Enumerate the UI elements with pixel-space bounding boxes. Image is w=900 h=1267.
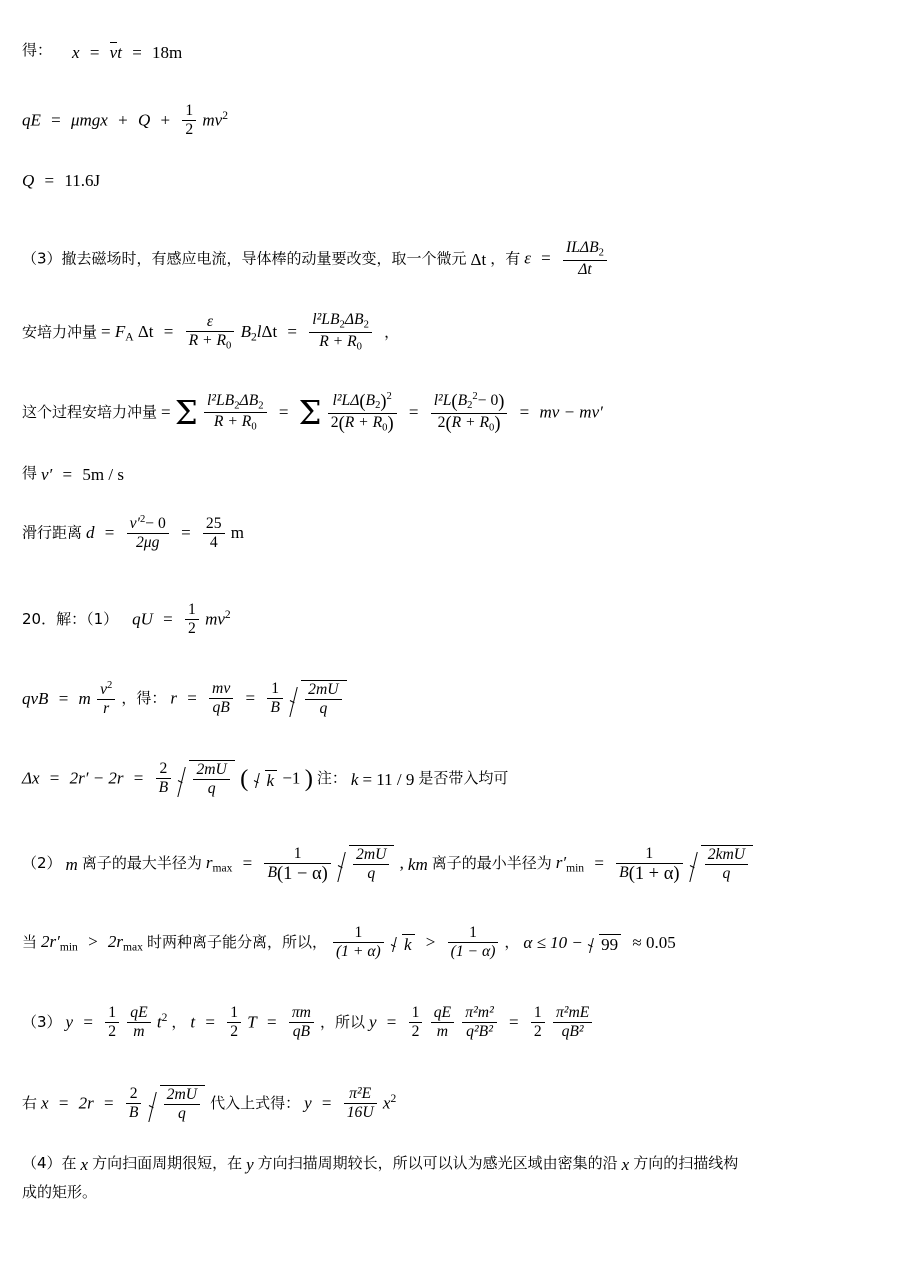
equation-line-3 (0, 172, 122, 189)
equation-line-12: （2） m 离子的最大半径为 $r_{max}$ = $\frac{1}{B(1 - \alpha)}$ $\frac{2mU}{q}$ , km 离子的最小半径为 $r'_{min}$ = $\frac{1}{B(1 + \alpha)}$ $\frac{\text{2kmU}}{q}$ (0, 845, 776, 884)
line3-equation: Q = 11.6J (22, 171, 101, 190)
line1-equation: x = vt = 18m (72, 43, 183, 62)
paragraph-line-4 (0, 240, 631, 280)
equation-line-15: 右 x = 2r = $\frac{2}{B}$ $\frac{2mU}{q}$ 代入上式得： y = $\frac{\text{π²E}}{16U}$ $x^2$ (22, 1085, 397, 1123)
line12-rmax: $r_{max}$ = $\frac{1}{B(1 - \alpha)}$ $\frac{2mU}{q}$ , (205, 845, 404, 884)
line7-label: 得 (22, 464, 38, 483)
equation-line-11: Δx = 2r′ − 2r = $\frac{2}{B}$ $\frac{2mU}{q}$ ( k −1 ) 注： k = 11 / 9 是否带入均可 (22, 760, 509, 798)
line12-rmin: $r'_{min}$ = $\frac{1}{B(1 + \alpha)}$ $\frac{\text{2kmU}}{q}$ (556, 845, 754, 884)
line2-equation: qE = μmgx + Q + $\frac{1}{2}$ $mv^2$ (22, 102, 228, 139)
line12-prefix: （2） (22, 854, 62, 873)
equation-line-1 (0, 42, 204, 61)
line10-equation: qvB = m $\frac{v^2}{r}$ (22, 681, 117, 719)
equation-line-10 (0, 680, 370, 719)
line11-note-text: 是否带入均可 (418, 769, 509, 788)
equation-line-7 (0, 466, 146, 483)
problem-20-line (0, 602, 253, 639)
sqrt-k-2: k (391, 934, 415, 953)
line8-equation: d = $\frac{v'^2- 0}{2\mu g}$ = $\frac{25}{4}$ m (86, 514, 245, 552)
equation-line-13: 当 $2r'_{min} > 2r_{max}$ 时两种离子能分离，所以， $\frac{1}{(1 + \alpha)}$ k > $\frac{1}{(1 - \alpha)}$ ， α ≤ 10 − 99 ≈ 0.05 (22, 924, 676, 961)
line4-epsilon-eq: ε = $\frac{IL\Delta B_2}{\Delta t}$ (524, 240, 609, 280)
sqrt-99: 99 (588, 934, 621, 953)
line4-comma: ，有 (490, 249, 521, 268)
line13-inequality: $2r'_{min} > 2r_{max}$ (41, 932, 143, 955)
sqrt-2kmU-over-q: $\frac{\text{2kmU}}{q}$ (690, 845, 753, 884)
summation-symbol-2: Σ (298, 394, 322, 433)
sqrt-2mU-over-q-3: $\frac{2mU}{q}$ (338, 845, 394, 884)
equation-line-6 (0, 392, 625, 435)
line4-text: （3）撤去磁场时，有感应电流，导体棒的动量要改变，取一个微元 (22, 249, 467, 268)
line15-equation-y: y = $\frac{\text{π²E}}{16U}$ $x^2$ (304, 1085, 397, 1122)
line6-label: 这个过程安培力冲量 (22, 403, 158, 422)
paragraph-line-16: （4）在 x 方向扫面周期很短，在 y 方向扫描周期较长，所以可以认为感光区域由密集的沿 x 方向的扫描线构 (22, 1154, 739, 1174)
sqrt-2mU-over-q-2: $\frac{2mU}{q}$ (178, 760, 234, 799)
line9-equation: qU = $\frac{1}{2}$ $mv^2$ (132, 601, 231, 638)
line11-equation: Δx = 2r′ − 2r = $\frac{2}{B}$ $\frac{2mU}{q}$ ( k −1 ) (22, 760, 313, 798)
line14-equation-t: t = $\frac{1}{2}$ T = $\frac{\pi m}{qB}$ (190, 1005, 316, 1042)
sqrt-2mU-over-q: $\frac{2mU}{q}$ (290, 680, 346, 719)
equation-line-5 (0, 312, 421, 354)
equation-line-8 (0, 515, 266, 553)
paragraph-line-17: 成的矩形。 (22, 1183, 98, 1201)
line10-equation-2: r = $\frac{mv}{qB}$ = $\frac{1}{B}$ $\frac{2mU}{q}$ (170, 680, 347, 719)
line13-inequality-2: $\frac{1}{(1 + \alpha)}$ k > $\frac{1}{(1 - \alpha)}$ (331, 925, 500, 962)
line1-label: 得： (22, 41, 53, 60)
line13-alpha-bound: α ≤ 10 − 99 ≈ 0.05 (523, 932, 676, 955)
line8-label: 滑行距离 (22, 523, 83, 542)
sqrt-2mU-over-q-4: $\frac{2mU}{q}$ (149, 1085, 205, 1124)
sqrt-k: k (254, 770, 278, 789)
fraction-half: $\frac{1}{2}$ (182, 102, 196, 139)
line15-equation-x: x = 2r = $\frac{2}{B}$ $\frac{2mU}{q}$ (41, 1085, 206, 1124)
problem-number: 20．解：（1） (22, 610, 119, 629)
line14-equation-y2: y = $\frac{1}{2}$ $\frac{qE}{m}$ $\frac{\text{π²m²}}{\text{q²B²}}$ = $\frac{1}{2}$ $\frac{\text{π²mE}}{\text{qB²}}$ (369, 1005, 594, 1042)
line5-equation: = $F_A$ Δt = $\frac{\varepsilon}{R + R_0}$ $B_2l\Delta t$ = $\frac{l^2LB_2\Delta B_2}{R + R_0}$ ， (101, 311, 400, 353)
line6-equation: = Σ $\frac{l^2LB_2\Delta B_2}{R + R_0}$ = Σ $\frac{l^2L\Delta(B_2)^2}{2(R + R_0)}$ = $\frac{l^2L(B_2^2- 0)}{2(R + R_0)}$ = mv − mv′ (161, 391, 603, 434)
line11-note-label: 注： (316, 769, 347, 788)
summation-symbol: Σ (174, 394, 198, 433)
line7-equation: v′ = 5m / s (41, 465, 124, 484)
equation-line-2 (0, 103, 250, 140)
line4-delta-t: Δt (470, 250, 487, 270)
line10-connector: ，得： (121, 689, 167, 708)
line5-label: 安培力冲量 (22, 322, 98, 341)
equation-line-14: （3） y = $\frac{1}{2}$ $\frac{qE}{m}$ $t^2$ ， t = $\frac{1}{2}$ T = $\frac{\pi m}{qB}$ ，所以 y = $\frac{1}{2}$ $\frac{qE}{m}$ $\frac{\text{π²m²}}{\text{q²B²}}$ = $\frac{1}{2}$ $\frac{\text{π²mE}}{\text{qB²}}$ (0, 1005, 616, 1042)
line14-equation-y: y = $\frac{1}{2}$ $\frac{qE}{m}$ $t^2$ (65, 1004, 168, 1041)
